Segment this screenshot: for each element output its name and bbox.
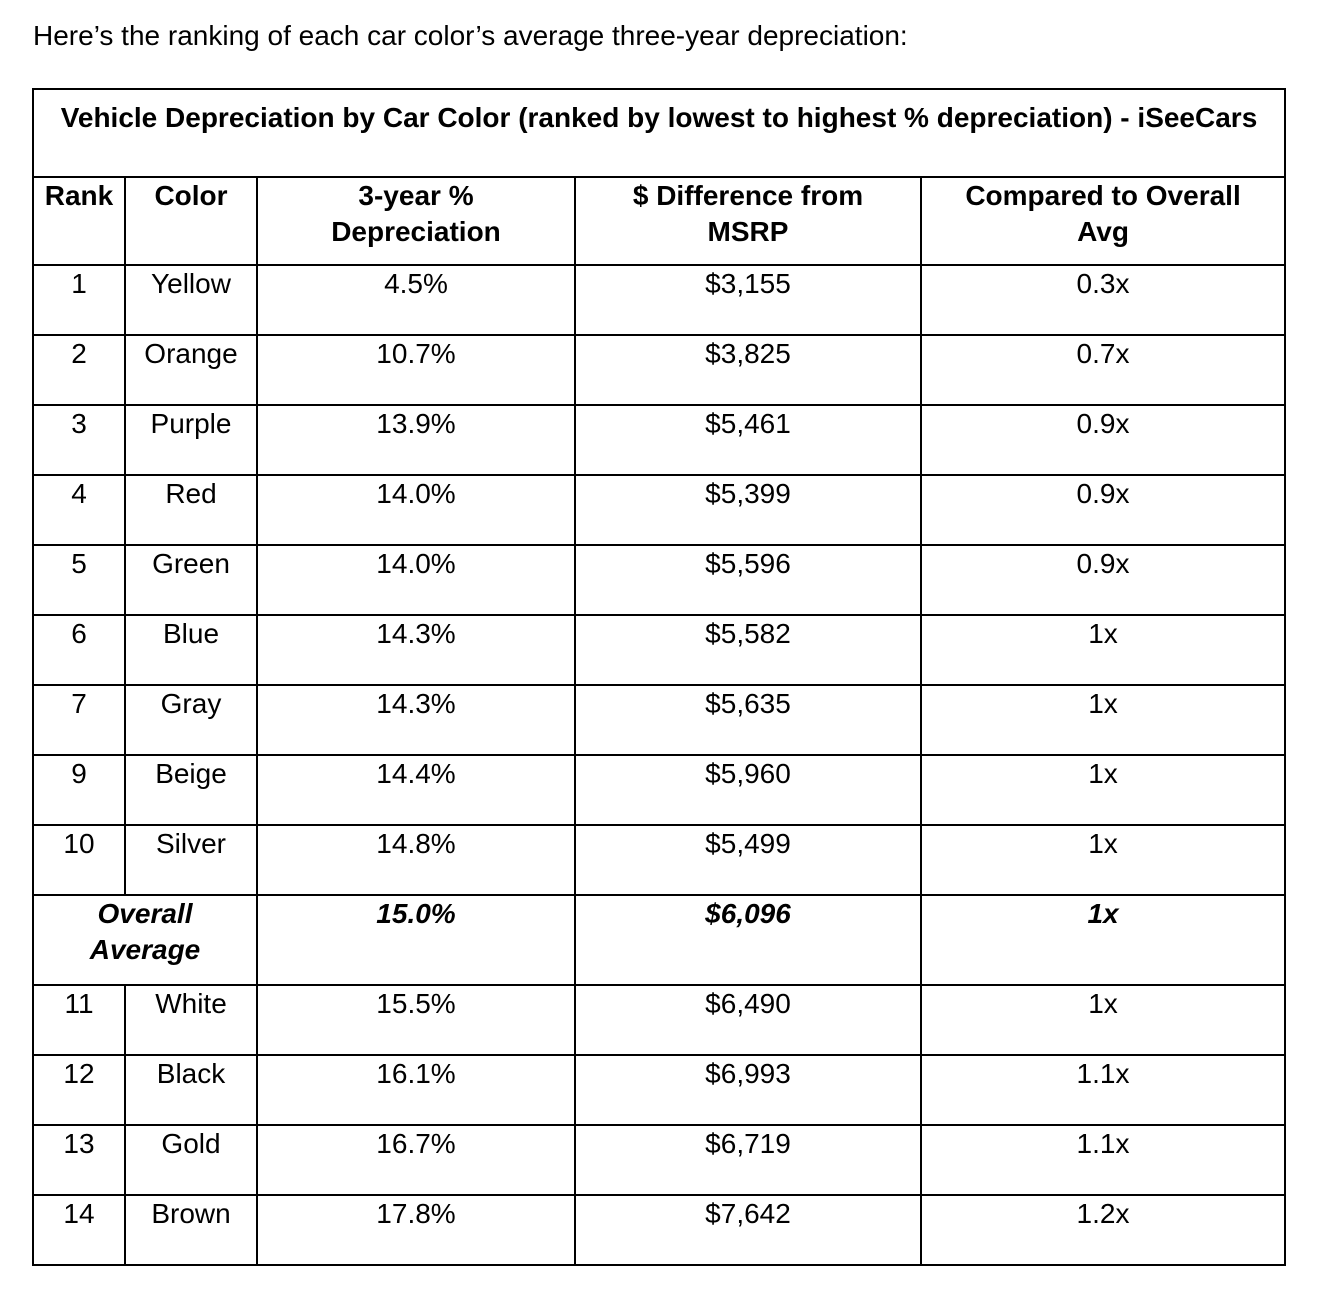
cell-depreciation: 15.5% — [257, 985, 575, 1055]
cell-rank: 6 — [33, 615, 125, 685]
cell-color: Gray — [125, 685, 257, 755]
cell-color: Green — [125, 545, 257, 615]
table-header-row — [33, 177, 1285, 265]
overall-average-compared: 1x — [921, 895, 1285, 985]
cell-depreciation: 16.1% — [257, 1055, 575, 1125]
cell-rank: 5 — [33, 545, 125, 615]
overall-average-label: Overall Average — [33, 895, 257, 985]
table-title: Vehicle Depreciation by Car Color (ranked by lowest to highest % depreciation) - iSeeCars — [33, 89, 1285, 177]
cell-difference: $5,461 — [575, 405, 921, 475]
cell-compared: 1.1x — [921, 1125, 1285, 1195]
overall-average-row — [33, 895, 1285, 985]
header-depreciation: 3-year % Depreciation — [257, 177, 575, 265]
cell-difference: $6,719 — [575, 1125, 921, 1195]
cell-rank: 14 — [33, 1195, 125, 1265]
cell-color: Orange — [125, 335, 257, 405]
cell-depreciation: 13.9% — [257, 405, 575, 475]
cell-color: Yellow — [125, 265, 257, 335]
table-row — [33, 1125, 1285, 1195]
cell-color: Black — [125, 1055, 257, 1125]
overall-average-depreciation: 15.0% — [257, 895, 575, 985]
cell-difference: $5,499 — [575, 825, 921, 895]
cell-rank: 4 — [33, 475, 125, 545]
cell-compared: 0.9x — [921, 545, 1285, 615]
cell-difference: $5,635 — [575, 685, 921, 755]
table-row — [33, 405, 1285, 475]
cell-depreciation: 14.3% — [257, 615, 575, 685]
cell-difference: $3,155 — [575, 265, 921, 335]
table-row — [33, 265, 1285, 335]
depreciation-table — [32, 88, 1286, 1266]
table-row — [33, 545, 1285, 615]
cell-depreciation: 14.4% — [257, 755, 575, 825]
table-body — [33, 89, 1285, 1265]
cell-compared: 1.2x — [921, 1195, 1285, 1265]
cell-difference: $3,825 — [575, 335, 921, 405]
cell-rank: 3 — [33, 405, 125, 475]
overall-average-difference: $6,096 — [575, 895, 921, 985]
table-row — [33, 475, 1285, 545]
cell-compared: 0.9x — [921, 475, 1285, 545]
cell-depreciation: 10.7% — [257, 335, 575, 405]
cell-depreciation: 4.5% — [257, 265, 575, 335]
table-row — [33, 1055, 1285, 1125]
cell-depreciation: 17.8% — [257, 1195, 575, 1265]
cell-color: Beige — [125, 755, 257, 825]
cell-rank: 9 — [33, 755, 125, 825]
table-row — [33, 685, 1285, 755]
cell-difference: $5,596 — [575, 545, 921, 615]
cell-difference: $6,993 — [575, 1055, 921, 1125]
cell-compared: 0.3x — [921, 265, 1285, 335]
cell-color: Brown — [125, 1195, 257, 1265]
cell-color: Blue — [125, 615, 257, 685]
table-row — [33, 825, 1285, 895]
cell-rank: 12 — [33, 1055, 125, 1125]
cell-color: Gold — [125, 1125, 257, 1195]
cell-color: White — [125, 985, 257, 1055]
cell-difference: $6,490 — [575, 985, 921, 1055]
header-compared: Compared to Overall Avg — [921, 177, 1285, 265]
cell-rank: 2 — [33, 335, 125, 405]
cell-color: Red — [125, 475, 257, 545]
cell-color: Silver — [125, 825, 257, 895]
cell-compared: 1.1x — [921, 1055, 1285, 1125]
header-rank: Rank — [33, 177, 125, 265]
cell-compared: 0.9x — [921, 405, 1285, 475]
table-row — [33, 755, 1285, 825]
header-color: Color — [125, 177, 257, 265]
table-row — [33, 985, 1285, 1055]
cell-difference: $5,399 — [575, 475, 921, 545]
cell-rank: 13 — [33, 1125, 125, 1195]
intro-text: Here’s the ranking of each car color’s average three-year depreciation: — [33, 20, 908, 51]
cell-rank: 10 — [33, 825, 125, 895]
cell-compared: 1x — [921, 825, 1285, 895]
cell-compared: 1x — [921, 685, 1285, 755]
table-row — [33, 615, 1285, 685]
cell-depreciation: 14.0% — [257, 545, 575, 615]
cell-compared: 1x — [921, 985, 1285, 1055]
cell-difference: $7,642 — [575, 1195, 921, 1265]
cell-compared: 1x — [921, 615, 1285, 685]
table-row — [33, 1195, 1285, 1265]
cell-depreciation: 14.3% — [257, 685, 575, 755]
table-row — [33, 335, 1285, 405]
cell-depreciation: 14.8% — [257, 825, 575, 895]
cell-compared: 0.7x — [921, 335, 1285, 405]
header-difference: $ Difference from MSRP — [575, 177, 921, 265]
cell-rank: 7 — [33, 685, 125, 755]
cell-rank: 1 — [33, 265, 125, 335]
cell-rank: 11 — [33, 985, 125, 1055]
cell-color: Purple — [125, 405, 257, 475]
cell-depreciation: 14.0% — [257, 475, 575, 545]
cell-compared: 1x — [921, 755, 1285, 825]
table-title-row — [33, 89, 1285, 177]
cell-depreciation: 16.7% — [257, 1125, 575, 1195]
cell-difference: $5,960 — [575, 755, 921, 825]
cell-difference: $5,582 — [575, 615, 921, 685]
